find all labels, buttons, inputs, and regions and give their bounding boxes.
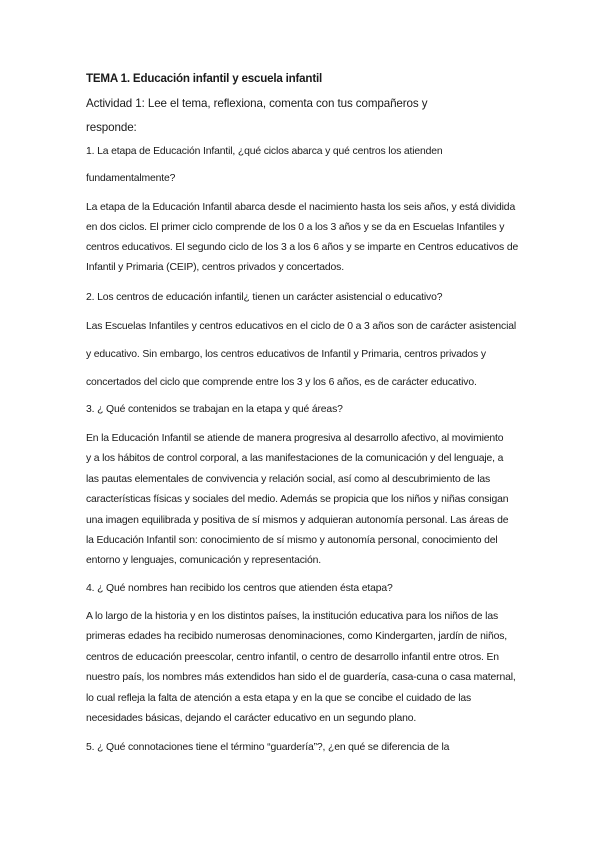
answer-2-line: y educativo. Sin embargo, los centros educativos de Infantil y Primaria, centros privados y — [86, 349, 486, 360]
document-title: TEMA 1. Educación infantil y escuela infantil — [86, 72, 323, 85]
answer-4-line: nuestro país, los nombres más extendidos han sido el de guardería, casa-cuna o casa maternal, — [86, 672, 516, 683]
answer-2-line: Las Escuelas Infantiles y centros educativos en el ciclo de 0 a 3 años son de carácter asistencial — [86, 321, 517, 332]
question-5: 5. ¿ Qué connotaciones tiene el término “guardería”?, ¿en qué se diferencia de la — [86, 742, 450, 753]
question-1-line-2: fundamentalmente? — [86, 173, 176, 184]
answer-4-line: centros de educación preescolar, centro infantil, o centro de desarrollo infantil entre otros. En — [86, 652, 499, 663]
answer-1-line: La etapa de la Educación Infantil abarca desde el nacimiento hasta los seis años, y está dividida — [86, 202, 516, 213]
answer-4-line: A lo largo de la historia y en los distintos países, la institución educativa para los niños de las — [86, 611, 498, 622]
answer-3-line: las pautas elementales de convivencia y relación social, así como al descubrimiento de las — [86, 474, 491, 485]
answer-3-line: la Educación Infantil son: conocimiento de sí mismo y autonomía personal, conocimiento del — [86, 535, 498, 546]
answer-4-line: primeras edades ha recibido numerosas denominaciones, como Kindergarten, jardín de niños, — [86, 631, 507, 642]
answer-1-line: en dos ciclos. El primer ciclo comprende de los 0 a los 3 años y se da en Escuelas Infantiles y — [86, 222, 505, 233]
question-3: 3. ¿ Qué contenidos se trabajan en la etapa y qué áreas? — [86, 404, 343, 415]
answer-1-line: centros educativos. El segundo ciclo de los 3 a los 6 años y se imparte en Centros educativos de — [86, 242, 519, 253]
answer-3-line: y a los hábitos de control corporal, a las manifestaciones de la comunicación y del lenguaje, a — [86, 453, 504, 464]
question-4: 4. ¿ Qué nombres han recibido los centros que atienden ésta etapa? — [86, 583, 393, 594]
answer-4-line: necesidades básicas, dejando el carácter educativo en un segundo plano. — [86, 713, 417, 724]
question-1-line-1: 1. La etapa de Educación Infantil, ¿qué ciclos abarca y qué centros los atienden — [86, 146, 443, 157]
answer-3-line: En la Educación Infantil se atiende de manera progresiva al desarrollo afectivo, al movimiento — [86, 433, 504, 444]
answer-2-line: concertados del ciclo que comprende entre los 3 y los 6 años, es de carácter educativo. — [86, 377, 477, 388]
question-2: 2. Los centros de educación infantil¿ tienen un carácter asistencial o educativo? — [86, 292, 443, 303]
answer-3-line: características físicas y sociales del medio. Además se propicia que los niños y niñas consigan — [86, 494, 509, 505]
answer-1-line: Infantil y Primaria (CEIP), centros privados y concertados. — [86, 262, 344, 273]
activity-heading-line-2: responde: — [86, 121, 137, 134]
answer-3-line: entorno y lenguajes, comunicación y representación. — [86, 555, 321, 566]
answer-4-line: lo cual refleja la falta de atención a esta etapa y en la que se concibe el cuidado de las — [86, 693, 472, 704]
answer-3-line: una imagen equilibrada y positiva de sí mismos y adquieran autonomía personal. Las áreas de — [86, 515, 509, 526]
activity-heading-line-1: Actividad 1: Lee el tema, reflexiona, comenta con tus compañeros y — [86, 97, 428, 110]
